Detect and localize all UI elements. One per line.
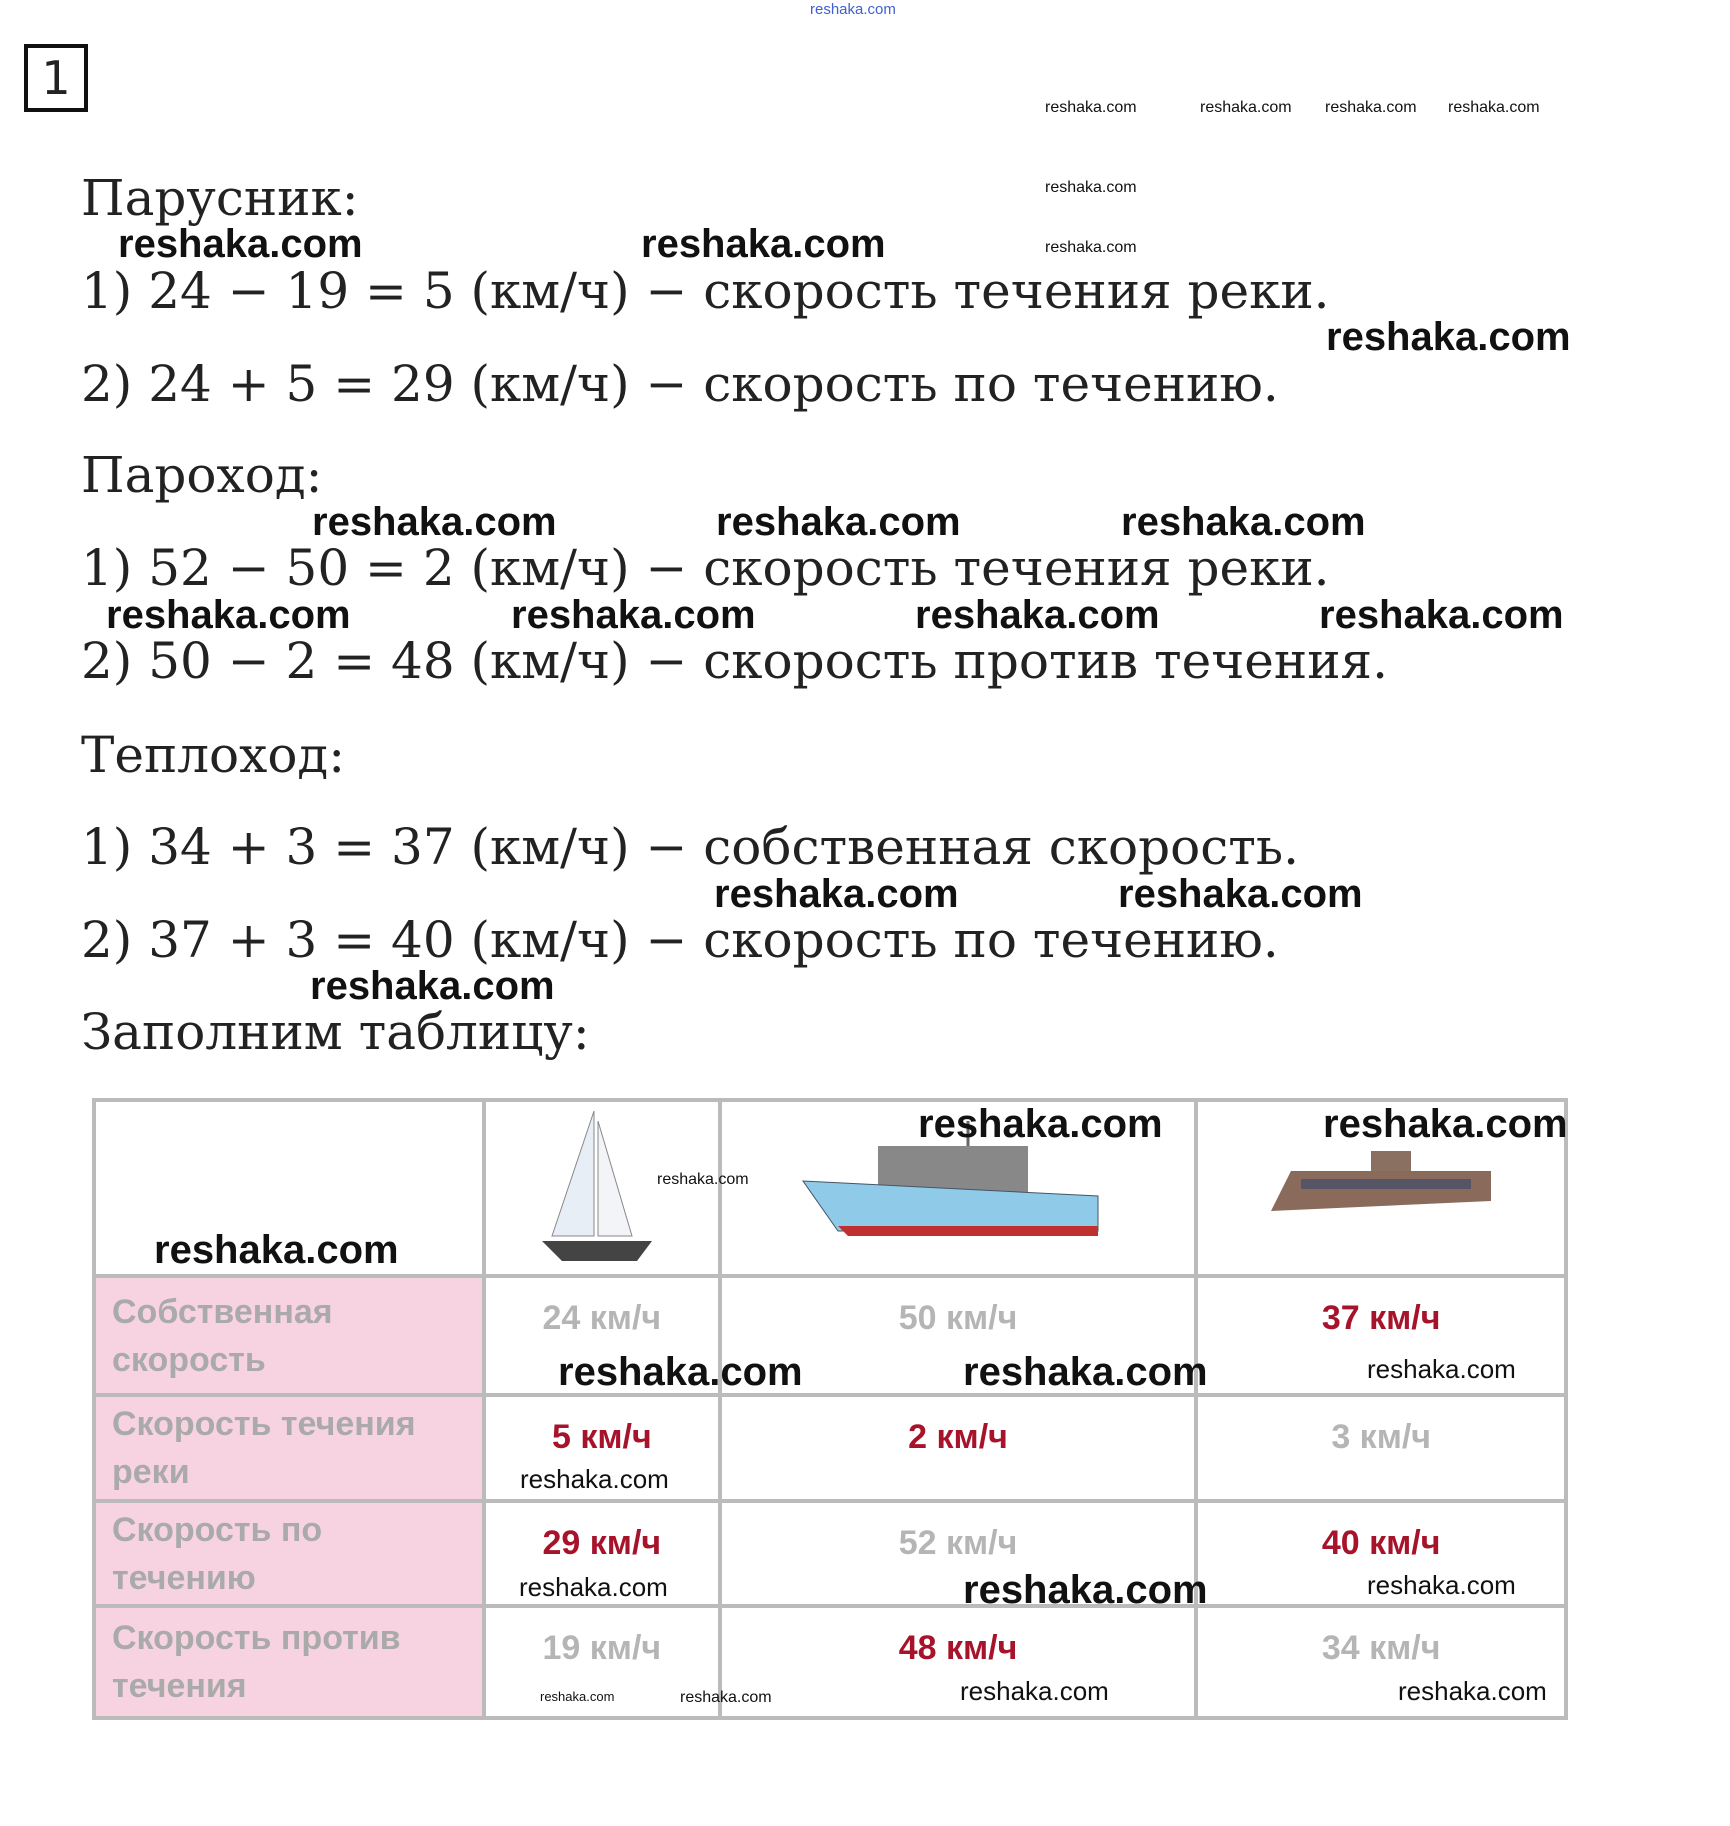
speed-table	[92, 1098, 1568, 1720]
table-row	[94, 1276, 1566, 1395]
table-cell: 50 км/ч	[720, 1276, 1197, 1395]
watermark: reshaka.com	[1323, 1102, 1568, 1146]
table-cell-filled: 2 км/ч	[720, 1395, 1197, 1501]
watermark: reshaka.com	[312, 500, 557, 544]
table-cell: 19 км/ч	[484, 1606, 720, 1718]
table-cell: 3 км/ч	[1196, 1395, 1566, 1501]
table-cell-filled: 40 км/ч	[1196, 1501, 1566, 1606]
row-label: Скорость течения реки	[94, 1395, 484, 1501]
table-cell: 24 км/ч	[484, 1276, 720, 1395]
watermark: reshaka.com	[1045, 179, 1137, 196]
table-cell-filled: 48 км/ч	[720, 1606, 1197, 1718]
row-label: Скорость по течению	[94, 1501, 484, 1606]
watermark: reshaka.com	[106, 593, 351, 637]
watermark: reshaka.com	[641, 222, 886, 266]
watermark: reshaka.com	[1045, 99, 1137, 116]
solution-line: 2) 24 + 5 = 29 (км/ч) − скорость по течению.	[81, 355, 1279, 413]
watermark: reshaka.com	[714, 872, 959, 916]
watermark: reshaka.com	[810, 1, 896, 18]
table-row	[94, 1606, 1566, 1718]
watermark: reshaka.com	[540, 1689, 615, 1704]
watermark: reshaka.com	[1319, 593, 1564, 637]
watermark: reshaka.com	[154, 1228, 399, 1272]
watermark: reshaka.com	[519, 1572, 668, 1602]
table-cell-filled: 5 км/ч	[484, 1395, 720, 1501]
watermark: reshaka.com	[1325, 99, 1417, 116]
watermark: reshaka.com	[1448, 99, 1540, 116]
watermark: reshaka.com	[1118, 872, 1363, 916]
table-row	[94, 1395, 1566, 1501]
solution-line: 2) 50 − 2 = 48 (км/ч) − скорость против течения.	[81, 632, 1388, 690]
table-cell-filled: 29 км/ч	[484, 1501, 720, 1606]
watermark: reshaka.com	[118, 222, 363, 266]
watermark: reshaka.com	[1398, 1676, 1547, 1706]
watermark: reshaka.com	[963, 1350, 1208, 1394]
watermark: reshaka.com	[657, 1171, 749, 1188]
solution-line: 1) 34 + 3 = 37 (км/ч) − собственная скорость.	[81, 818, 1300, 876]
exercise-number: 1	[24, 44, 88, 112]
watermark: reshaka.com	[1121, 500, 1366, 544]
watermark: reshaka.com	[1367, 1354, 1516, 1384]
solution-line: 1) 24 − 19 = 5 (км/ч) − скорость течения реки.	[81, 262, 1330, 320]
table-row	[94, 1501, 1566, 1606]
watermark: reshaka.com	[1045, 239, 1137, 256]
watermark: reshaka.com	[963, 1568, 1208, 1612]
solution-line: 1) 52 − 50 = 2 (км/ч) − скорость течения реки.	[81, 539, 1330, 597]
watermark: reshaka.com	[1326, 315, 1571, 359]
sailboat-image	[484, 1100, 720, 1276]
solution-line: 2) 37 + 3 = 40 (км/ч) − скорость по течению.	[81, 911, 1279, 969]
heading-sailboat: Парусник:	[81, 169, 359, 227]
watermark: reshaka.com	[520, 1464, 669, 1494]
watermark: reshaka.com	[960, 1676, 1109, 1706]
watermark: reshaka.com	[511, 593, 756, 637]
watermark: reshaka.com	[915, 593, 1160, 637]
watermark: reshaka.com	[918, 1102, 1163, 1146]
table-cell-filled: 37 км/ч	[1196, 1276, 1566, 1395]
row-label: Собственная скорость	[94, 1276, 484, 1395]
table-cell: 52 км/ч	[720, 1501, 1197, 1606]
watermark: reshaka.com	[680, 1689, 772, 1706]
watermark: reshaka.com	[310, 964, 555, 1008]
watermark: reshaka.com	[716, 500, 961, 544]
row-label: Скорость против течения	[94, 1606, 484, 1718]
heading-steamship: Пароход:	[81, 446, 323, 504]
heading-fill-table: Заполним таблицу:	[81, 1003, 590, 1061]
table-cell: 34 км/ч	[1196, 1606, 1566, 1718]
watermark: reshaka.com	[558, 1350, 803, 1394]
heading-motor-ship: Теплоход:	[81, 726, 346, 784]
watermark: reshaka.com	[1367, 1570, 1516, 1600]
watermark: reshaka.com	[1200, 99, 1292, 116]
